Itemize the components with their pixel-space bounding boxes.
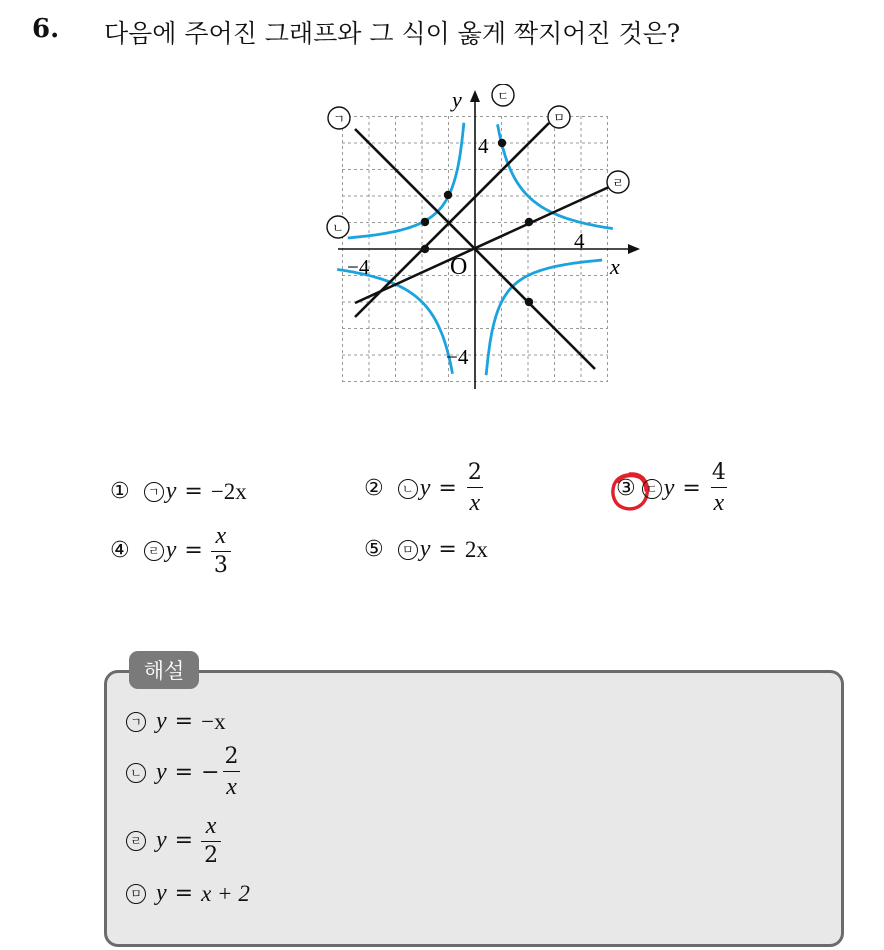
tag-c: ㄷ [642,479,662,499]
tag-a: ㄱ [144,482,164,502]
svg-text:ㄷ: ㄷ [497,89,509,103]
solution-title: 해설 [129,651,199,689]
option-4-fraction: $\frac{x}{3}$ [211,524,231,577]
option-3[interactable]: ③ ㄷ y = $\frac{4}{x}$ [616,462,729,515]
option-2[interactable]: ② ㄴ y = $\frac{2}{x}$ [364,462,485,515]
y-axis-label: y [452,87,462,112]
svg-text:ㄹ: ㄹ [612,176,624,190]
svg-text:ㅁ: ㅁ [553,111,565,125]
option-2-fraction: $\frac{2}{x}$ [467,460,482,516]
svg-text:ㄴ: ㄴ [332,221,344,235]
tick-y-neg: −4 [446,345,469,369]
option-1[interactable]: ① ㄱ y = −2x [110,478,247,504]
question-text: 다음에 주어진 그래프와 그 식이 옳게 짝지어진 것은? [104,19,681,48]
tag-d: ㄹ [144,541,164,561]
option-5[interactable]: ⑤ ㅁ y = 2x [364,536,488,562]
curve-label-a [328,107,350,129]
solution-line-b: ㄴ y = − $\frac{2}{x}$ [126,746,242,799]
option-3-fraction: $\frac{4}{x}$ [711,460,726,516]
curve-label-c [492,84,514,106]
question-number: 6. [32,14,60,44]
origin-label: O [450,254,468,280]
curve-label-b [327,216,349,238]
straight-lines [355,123,609,369]
tag-e: ㅁ [398,540,418,560]
tag-b: ㄴ [398,479,418,499]
function-graph [322,84,652,394]
option-1-rhs: −2x [210,478,247,504]
solution-line-d: ㄹ y = $\frac{x}{2}$ [126,814,221,867]
line-e [355,123,549,317]
tick-x-neg: −4 [347,255,370,279]
svg-text:ㄱ: ㄱ [333,112,345,126]
option-5-rhs: 2x [464,536,488,562]
line-d [355,187,609,303]
curve-label-d [607,171,629,193]
tick-y-pos: 4 [478,134,489,158]
x-axis [338,244,640,254]
x-axis-label: x [610,254,620,279]
solution-line-e: ㅁ y = x + 2 [126,880,250,907]
tick-x-pos: 4 [574,229,585,253]
option-4[interactable]: ④ ㄹ y = $\frac{x}{3}$ [110,524,231,577]
solution-line-a: ㄱ y = −x [126,708,226,735]
curve-label-e [548,106,570,128]
